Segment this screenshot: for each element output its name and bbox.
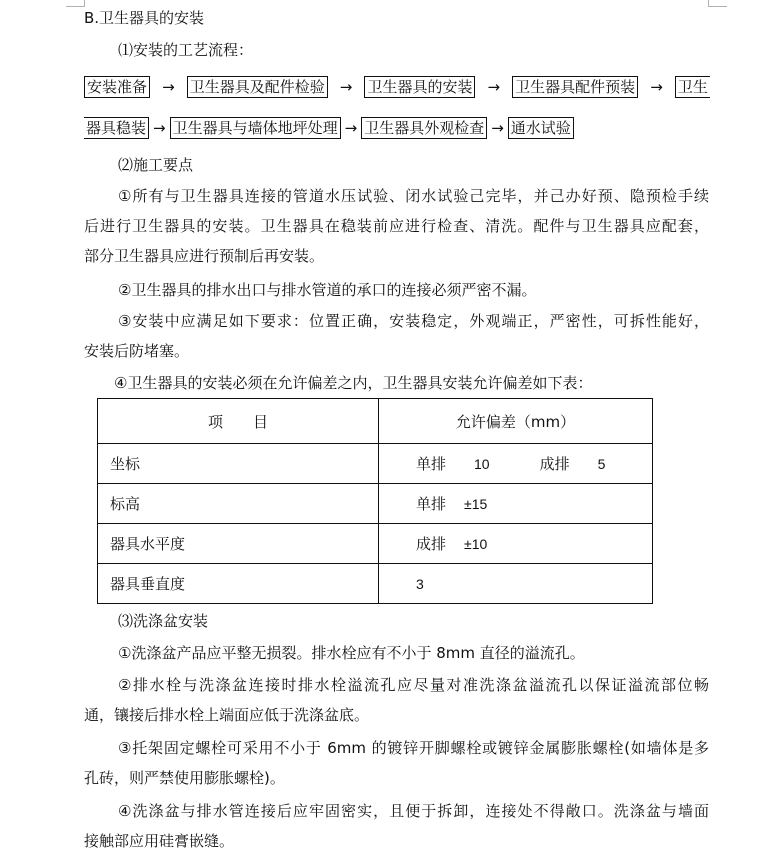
flow-step-preassemble: 卫生器具配件预装 <box>512 76 638 98</box>
flow-step-wall-floor: 卫生器具与墙体地坪处理 <box>170 117 341 139</box>
paragraph-line: 安装后防堵塞。 <box>84 342 190 360</box>
table-cell-item: 器具水平度 <box>98 524 379 564</box>
deviation-table <box>97 398 653 604</box>
deviation-label: 成排 <box>539 455 570 473</box>
table-cell-item: 标高 <box>98 484 379 524</box>
flow-arrow: → <box>487 78 501 96</box>
deviation-label: 成排 <box>416 535 447 553</box>
flow-step-stabilize-part1: 卫生 <box>675 76 710 98</box>
flow-arrow: → <box>339 78 353 96</box>
deviation-value: 10 <box>474 456 490 472</box>
paragraph-line: ②卫生器具的排水出口与排水管道的承口的连接必须严密不漏。 <box>118 281 537 299</box>
paragraph-line: ①洗涤盆产品应平整无损裂。排水栓应有不小于 8mm 直径的溢流孔。 <box>118 644 585 662</box>
flow-arrow: → <box>650 78 663 96</box>
paragraph-line: ①所有与卫生器具连接的管道水压试验、闭水试验己完毕，并己办好预、隐预检手续 <box>118 187 709 205</box>
flow-step-appearance-check: 卫生器具外观检查 <box>361 117 487 139</box>
table-cell-deviation <box>379 524 653 564</box>
table-cell-deviation <box>379 564 653 604</box>
flow-step-install: 卫生器具的安装 <box>364 76 475 98</box>
table-row <box>98 524 653 564</box>
section-title: B.卫生器具的安装 <box>84 9 205 27</box>
paragraph-line: 后进行卫生器具的安装。卫生器具在稳装前应进行检查、清洗。配件与卫生器具应配套， <box>84 217 709 235</box>
flow-step-water-test: 通水试验 <box>508 117 574 139</box>
deviation-value: ±10 <box>464 536 488 552</box>
deviation-label: 单排 <box>416 455 447 473</box>
flow-arrow: → <box>153 119 166 137</box>
table-cell-deviation <box>379 484 653 524</box>
basin-heading: ⑶洗涤盆安装 <box>118 612 209 630</box>
process-heading: ⑴安装的工艺流程： <box>118 41 254 59</box>
table-row <box>98 484 653 524</box>
paragraph-line: 通，镶接后排水栓上端面应低于洗涤盆底。 <box>84 706 370 724</box>
flow-step-stabilize-part2: 器具稳装 <box>84 117 149 139</box>
table-cell-deviation <box>379 444 653 484</box>
flow-arrow: → <box>491 119 504 137</box>
flow-arrow: → <box>162 78 175 96</box>
deviation-label: 单排 <box>416 495 447 513</box>
table-header-deviation: 允许偏差（mm） <box>379 399 653 444</box>
table-header-row <box>98 399 653 444</box>
page-corner-mark-right <box>708 0 727 7</box>
paragraph-line: ④洗涤盆与排水管连接后应牢固密实，且便于拆卸，连接处不得敞口。洗涤盆与墙面 <box>118 802 709 820</box>
paragraph-line: ③托架固定螺栓可采用不小于 6mm 的镀锌开脚螺栓或镀锌金属膨胀螺栓(如墙体是多 <box>118 739 709 757</box>
table-cell-item: 器具垂直度 <box>98 564 379 604</box>
page-corner-mark-left <box>66 0 85 7</box>
paragraph-line: ②排水栓与洗涤盆连接时排水栓溢流孔应尽量对准洗涤盆溢流孔以保证溢流部位畅 <box>118 676 709 694</box>
paragraph-line: 部分卫生器具应进行预制后再安装。 <box>84 247 325 265</box>
flow-step-inspect-fittings: 卫生器具及配件检验 <box>187 76 328 98</box>
table-row <box>98 564 653 604</box>
flow-step-prepare: 安装准备 <box>84 76 150 98</box>
table-cell-item: 坐标 <box>98 444 379 484</box>
deviation-value: ±15 <box>464 496 488 512</box>
paragraph-line: 接触部应用硅膏嵌缝。 <box>84 832 235 850</box>
process-flow-row-2 <box>84 115 710 141</box>
table-header-item: 项 目 <box>98 399 379 444</box>
deviation-value: 3 <box>416 575 424 592</box>
flow-arrow: → <box>344 119 358 137</box>
table-row <box>98 444 653 484</box>
process-flow-row-1 <box>84 74 710 100</box>
construction-heading: ⑵施工要点 <box>118 156 194 174</box>
paragraph-line: ③安装中应满足如下要求：位置正确，安装稳定，外观端正，严密性，可拆性能好， <box>118 312 709 330</box>
paragraph-line: ④卫生器具的安装必须在允许偏差之内，卫生器具安装允许偏差如下表： <box>114 374 593 392</box>
paragraph-line: 孔砖，则严禁使用膨胀螺栓)。 <box>84 769 285 787</box>
deviation-value: 5 <box>597 456 606 472</box>
